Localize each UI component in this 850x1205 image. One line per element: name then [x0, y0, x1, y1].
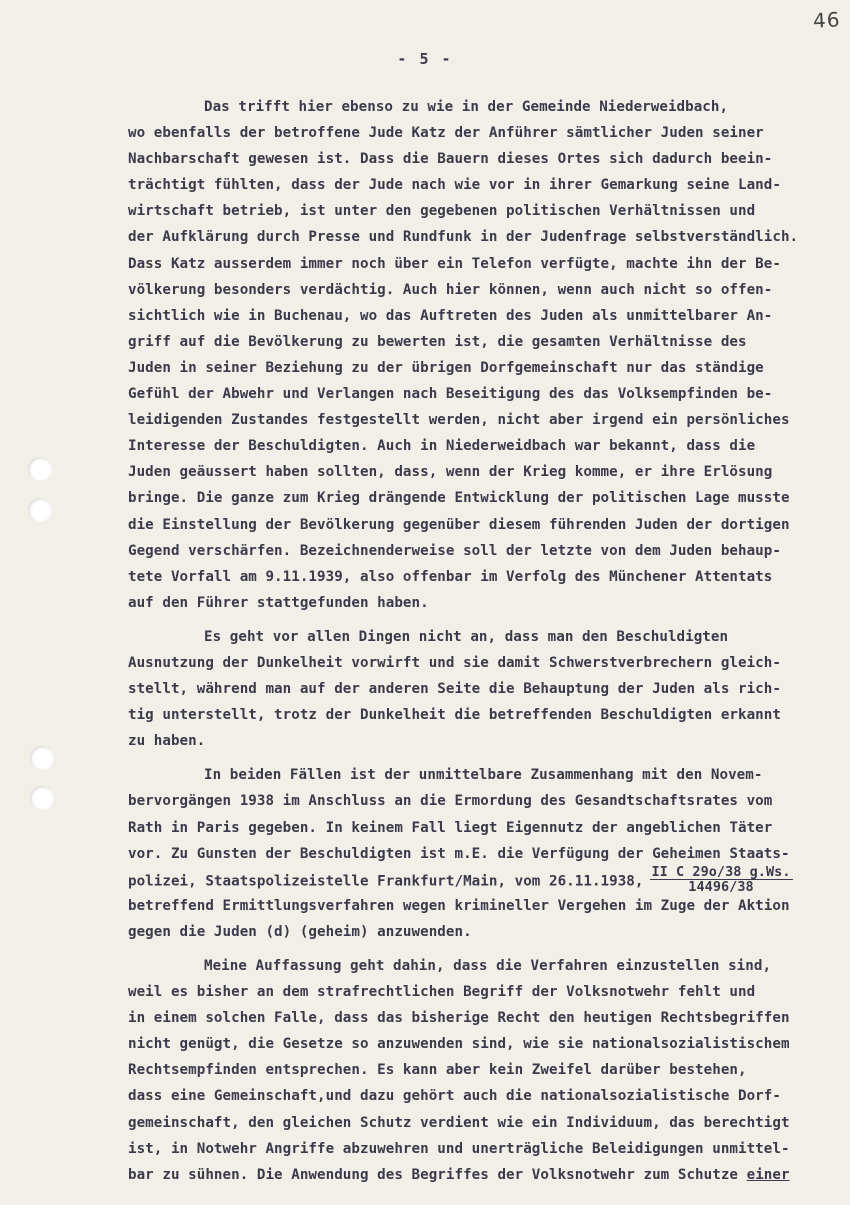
text-line: in einem solchen Falle, dass das bisherige Recht den heutigen Rechtsbegriffen: [128, 1010, 790, 1027]
page-number: - 5 -: [397, 50, 453, 68]
text-line: Gegend verschärfen. Bezeichnenderweise soll der letzte von dem Juden behaup-: [128, 542, 781, 559]
text-line-with-reference: [128, 863, 838, 895]
underlined-continuation-word: einer: [746, 1166, 790, 1183]
text-line: auf den Führer stattgefunden haben.: [128, 594, 429, 611]
text-line: Ausnutzung der Dunkelheit vorwirft und sie damit Schwerstverbrechern gleich-: [128, 654, 781, 671]
text-line: Interesse der Beschuldigten. Auch in Niederweidbach war bekannt, dass die: [128, 438, 756, 455]
archive-page-number: 46: [811, 7, 841, 33]
text-line: stellt, während man auf der anderen Seite die Behauptung der Juden als rich-: [128, 681, 781, 698]
text-line: nicht genügt, die Gesetze so anzuwenden sind, wie sie nationalsozialistischem: [128, 1036, 790, 1053]
text-line: griff auf die Bevölkerung zu bewerten ist, die gesamten Verhältnisse des: [128, 333, 747, 350]
text-line: bringe. Die ganze zum Krieg drängende Entwicklung der politischen Lage musste: [128, 490, 790, 507]
punch-hole: [28, 498, 52, 522]
text-line: dass eine Gemeinschaft,und dazu gehört auch die nationalsozialistische Dorf-: [128, 1088, 781, 1105]
text-line: Es geht vor allen Dingen nicht an, dass man den Beschuldigten: [204, 628, 729, 645]
text-line: Meine Auffassung geht dahin, dass die Verfahren einzustellen sind,: [204, 958, 772, 974]
text-line: trächtigt fühlten, dass der Jude nach wie vor in ihrer Gemarkung seine Land-: [128, 177, 781, 194]
text-line: vor. Zu Gunsten der Beschuldigten ist m.E. die Verfügung der Geheimen Staats-: [128, 845, 790, 862]
text-line: sichtlich wie in Buchenau, wo das Auftreten des Juden als unmittelbarer An-: [128, 307, 773, 324]
text-line: In beiden Fällen ist der unmittelbare Zusammenhang mit den Novem-: [204, 767, 763, 784]
file-reference-number: II C 29o/38 g.Ws.: [651, 863, 791, 880]
text-line-last: [128, 1162, 838, 1188]
text-line: gemeinschaft, den gleichen Schutz verdient wie ein Individuum, das berechtigt: [128, 1114, 790, 1131]
text-line: der Aufklärung durch Presse und Rundfunk in der Judenfrage selbstverständlich.: [128, 229, 799, 246]
text-segment: polizei, Staatspolizeistelle Frankfurt/Main, vom 26.11.1938,: [128, 873, 644, 890]
text-line: tete Vorfall am 9.11.1939, also offenbar im Verfolg des Münchener Attentats: [128, 568, 773, 585]
text-line: Gefühl der Abwehr und Verlangen nach Beseitigung des das Volksempfinden be-: [128, 386, 773, 403]
text-line: weil es bisher an dem strafrechtlichen Begriff der Volksnotwehr fehlt und: [128, 984, 756, 1001]
text-line: Juden geäussert haben sollten, dass, wenn der Krieg komme, er ihre Erlösung: [128, 464, 773, 481]
file-reference-subnumber: 14496/38: [688, 878, 754, 895]
text-line: Nachbarschaft gewesen ist. Dass die Bauern dieses Ortes sich dadurch beein-: [128, 151, 773, 168]
text-line: zu haben.: [128, 733, 206, 750]
text-line: wo ebenfalls der betroffene Jude Katz der Anführer sämtlicher Juden seiner: [128, 125, 764, 142]
text-line: wirtschaft betrieb, ist unter den gegebenen politischen Verhältnissen und: [128, 203, 756, 220]
text-line: Rechtsempfinden entsprechen. Es kann aber kein Zweifel darüber bestehen,: [128, 1062, 747, 1079]
text-line: tig unterstellt, trotz der Dunkelheit die betreffenden Beschuldigten erkannt: [128, 707, 781, 724]
text-line: betreffend Ermittlungsverfahren wegen krimineller Vergehen im Zuge der Aktion: [128, 897, 790, 914]
body-text: [128, 94, 838, 1188]
text-line: die Einstellung der Bevölkerung gegenüber diesem führenden Juden der dortigen: [128, 516, 790, 533]
punch-hole: [30, 746, 54, 770]
punch-hole: [28, 457, 52, 481]
text-line: ist, in Notwehr Angriffe abzuwehren und unerträgliche Beleidigungen unmittel-: [128, 1140, 790, 1157]
text-line: gegen die Juden (d) (geheim) anzuwenden.: [128, 923, 472, 940]
text-segment: bar zu sühnen. Die Anwendung des Begriffes der Volksnotwehr zum Schutze: [128, 1166, 739, 1183]
punch-hole: [30, 786, 54, 810]
file-reference: [650, 865, 793, 894]
text-line: völkerung besonders verdächtig. Auch hier können, wenn auch nicht so offen-: [128, 281, 773, 298]
text-line: Dass Katz ausserdem immer noch über ein Telefon verfügte, machte ihn der Be-: [128, 255, 781, 272]
text-line: Rath in Paris gegeben. In keinem Fall liegt Eigennutz der angeblichen Täter: [128, 819, 773, 836]
text-line: bervorgängen 1938 im Anschluss an die Ermordung des Gesandtschaftsrates vom: [128, 793, 773, 810]
text-line: Juden in seiner Beziehung zu der übrigen Dorfgemeinschaft nur das ständige: [128, 359, 764, 376]
text-line: Das trifft hier ebenso zu wie in der Gemeinde Niederweidbach,: [204, 99, 729, 115]
text-line: leidigenden Zustandes festgestellt werden, nicht aber irgend ein persönliches: [128, 412, 790, 429]
